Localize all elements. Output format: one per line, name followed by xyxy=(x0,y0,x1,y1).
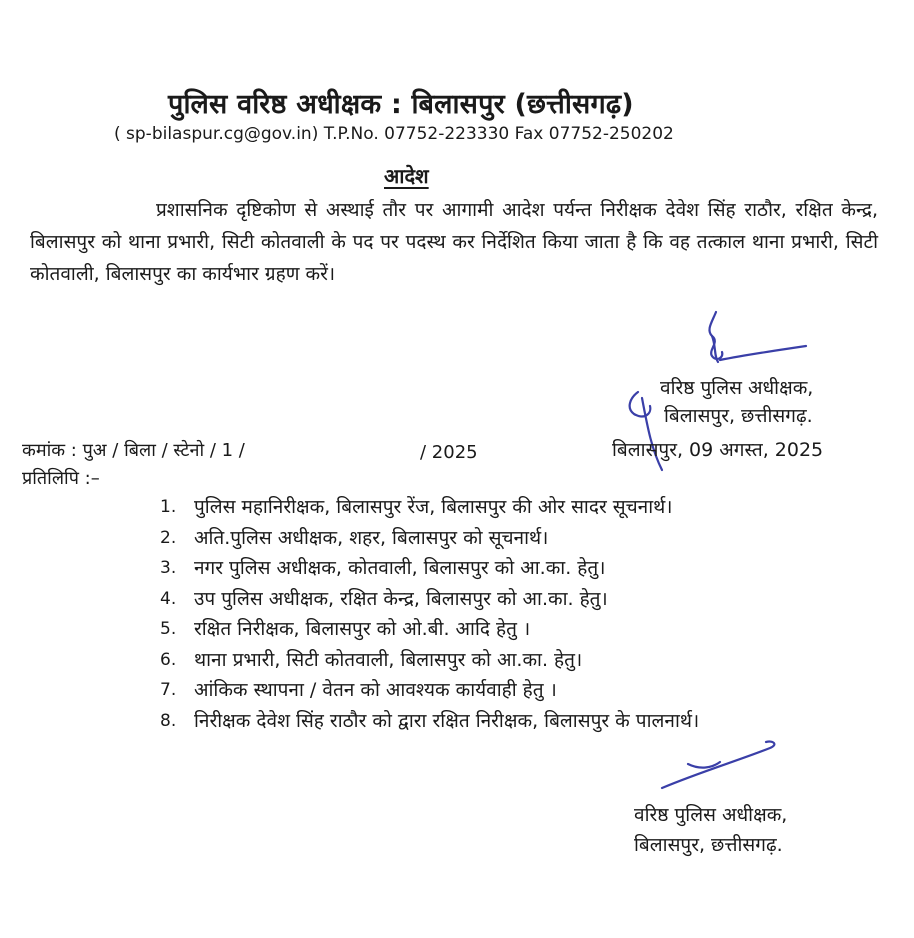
list-item xyxy=(160,614,699,645)
reference-number-text: कमांक : पुअ / बिला / स्टेनो / 1 / xyxy=(22,440,245,461)
order-heading: आदेश xyxy=(384,164,429,188)
signature-place: बिलासपुर, छत्तीसगढ़. xyxy=(664,405,813,427)
order-date: बिलासपुर, 09 अगस्त, 2025 xyxy=(612,439,824,461)
list-item-number: 6. xyxy=(160,649,177,670)
copy-label: प्रतिलिपि :– xyxy=(22,468,100,489)
list-item-text: रक्षित निरीक्षक, बिलासपुर को ओ.बी. आदि हेतु । xyxy=(194,618,531,640)
list-item-number: 5. xyxy=(160,619,177,639)
list-item xyxy=(160,553,699,584)
list-item xyxy=(160,523,699,554)
reference-year: / 2025 xyxy=(420,442,478,463)
list-item-text: उप पुलिस अधीक्षक, रक्षित केन्द्र, बिलासपुर को आ.का. हेतु। xyxy=(194,587,608,610)
reference-number xyxy=(22,438,478,463)
list-item-text: अति.पुलिस अधीक्षक, शहर, बिलासपुर को सूचनार्थ। xyxy=(194,526,549,549)
list-item-number: 1. xyxy=(160,497,177,517)
signature-title: वरिष्ठ पुलिस अधीक्षक, xyxy=(634,804,788,826)
list-item-text: निरीक्षक देवेश सिंह राठौर को द्वारा रक्षित निरीक्षक, बिलासपुर के पालनार्थ। xyxy=(194,709,700,732)
letterhead-title: पुलिस वरिष्ठ अधीक्षक : बिलासपुर (छत्तीसगढ़) xyxy=(168,89,634,120)
list-item-number: 3. xyxy=(160,558,177,578)
list-item-text: आंकिक स्थापना / वेतन को आवश्यक कार्यवाही हेतु । xyxy=(194,679,557,701)
list-item xyxy=(160,706,699,737)
list-item xyxy=(160,492,699,523)
signature-block-bottom xyxy=(634,800,787,860)
copy-list xyxy=(160,492,699,736)
order-body: प्रशासनिक दृष्टिकोण से अस्थाई तौर पर आगामी आदेश पर्यन्त निरीक्षक देवेश सिंह राठौर, रक्षित केन्द्र, बिलासपुर को थाना प्रभारी, सिटी कोतवाली के पद पर पदस्थ कर निर्देशित किया जाता है कि वह तत्काल थाना प्रभारी, सिटी कोतवाली, बिलासपुर का कार्यभार ग्रहण करें। xyxy=(30,199,878,285)
list-item xyxy=(160,584,699,615)
list-item xyxy=(160,675,699,706)
list-item-number: 8. xyxy=(160,710,177,731)
list-item-text: थाना प्रभारी, सिटी कोतवाली, बिलासपुर को आ.का. हेतु। xyxy=(194,648,583,671)
list-item-number: 7. xyxy=(160,680,177,700)
list-item-text: नगर पुलिस अधीक्षक, कोतवाली, बिलासपुर को आ.का. हेतु। xyxy=(194,557,606,579)
list-item xyxy=(160,645,699,676)
signature-place: बिलासपुर, छत्तीसगढ़. xyxy=(634,834,783,856)
letterhead-contact: ( sp-bilaspur.cg@gov.in) T.P.No. 07752-223330 Fax 07752-250202 xyxy=(114,124,674,144)
signature-block-top xyxy=(608,374,813,430)
list-item-number: 2. xyxy=(160,527,177,548)
list-item-number: 4. xyxy=(160,588,177,609)
signature-title: वरिष्ठ पुलिस अधीक्षक, xyxy=(660,377,814,399)
list-item-text: पुलिस महानिरीक्षक, बिलासपुर रेंज, बिलासपुर की ओर सादर सूचनार्थ। xyxy=(194,496,673,518)
